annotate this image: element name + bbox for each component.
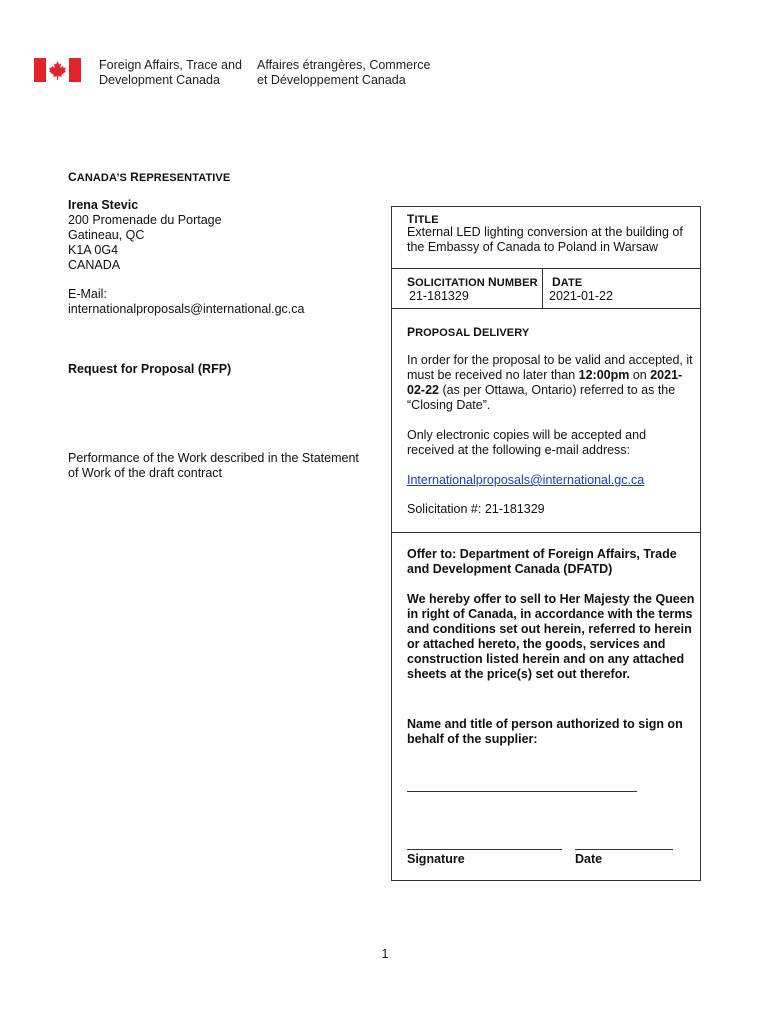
org-name-english (99, 58, 242, 88)
offer-to-text: Offer to: Department of Foreign Affairs, Trade and Development Canada (DFATD) (407, 547, 677, 576)
performance-text: Performance of the Work described in the Statement of Work of the draft contract (68, 451, 359, 480)
representative-address (68, 198, 368, 273)
country: CANADA (68, 258, 121, 272)
date-heading: DATE (552, 275, 583, 289)
org-fr-line1: Affaires étrangères, Commerce (257, 58, 431, 72)
date-line[interactable] (575, 849, 673, 850)
electronic-copies-text: Only electronic copies will be accepted and received at the following e-mail address: (407, 428, 647, 457)
divider (392, 532, 700, 533)
rfp-label: Request for Proposal (RFP) (68, 362, 232, 376)
solicitation-box (391, 206, 701, 881)
org-en-line2: Development Canada (99, 73, 220, 87)
address-line1: 200 Promenade du Portage (68, 213, 222, 227)
representative-heading: CANADA’S REPRESENTATIVE (68, 170, 231, 184)
submission-email-link[interactable]: Internationalproposals@international.gc.ca (407, 473, 645, 487)
offer-statement: We hereby offer to sell to Her Majesty the Queen in right of Canada, in accordance with the terms and conditions set out herein, referred to herein or attached hereto, the goods, services and construction listed herein and on any attached sheets at the price(s) set out therefor. (407, 592, 695, 681)
page-number: 1 (381, 947, 389, 961)
title-heading: TITLE (407, 212, 439, 226)
org-name-french (257, 58, 430, 88)
org-en-line1: Foreign Affairs, Trace and (99, 58, 242, 72)
solicitation-number: 21-181329 (409, 289, 469, 303)
title-text: External LED lighting conversion at the building of the Embassy of Canada to Poland in Warsaw (407, 225, 683, 254)
postal-code: K1A 0G4 (68, 243, 119, 257)
proposal-delivery-text: In order for the proposal to be valid and accepted, it must be received no later than 12:00pm on 2021-02-22 (as per Ottawa, Ontario) referred to as the “Closing Date”. (407, 353, 693, 412)
divider (542, 268, 543, 308)
date-value: 2021-01-22 (549, 289, 613, 303)
signature-label: Signature (407, 852, 465, 866)
email-address: internationalproposals@international.gc.ca (68, 302, 305, 316)
date-label: Date (575, 852, 603, 866)
divider (392, 268, 700, 269)
email-label: E-Mail: (68, 287, 107, 301)
address-line2: Gatineau, QC (68, 228, 145, 242)
org-fr-line2: et Développement Canada (257, 73, 406, 87)
signature-line[interactable] (407, 849, 562, 850)
solicitation-reference: Solicitation #: 21-181329 (407, 502, 545, 516)
canada-flag-icon (34, 58, 81, 82)
name-signature-line[interactable] (407, 791, 637, 792)
solicitation-number-heading: SOLICITATION NUMBER (407, 275, 538, 289)
proposal-delivery-heading: PROPOSAL DELIVERY (407, 325, 530, 339)
divider (392, 308, 700, 309)
representative-name: Irena Stevic (68, 198, 139, 212)
authorized-person-text: Name and title of person authorized to sign on behalf of the supplier: (407, 717, 683, 746)
representative-email (68, 287, 304, 317)
